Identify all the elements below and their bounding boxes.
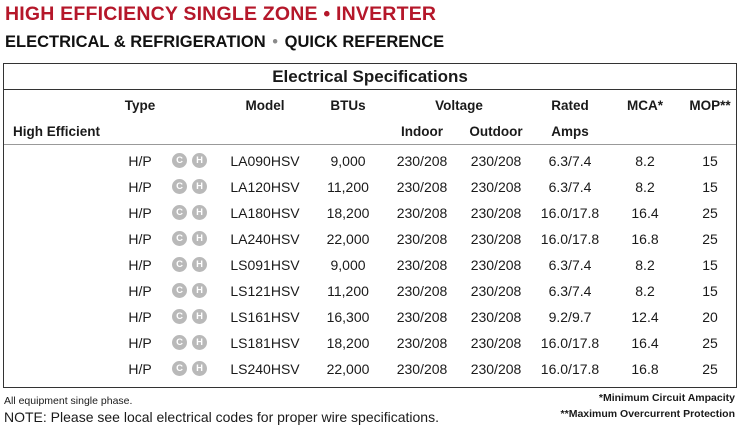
cool-badge-icon: C: [172, 205, 187, 220]
cell-outdoor-voltage: 230/208: [470, 153, 522, 169]
electrical-spec-table: [3, 63, 737, 388]
cell-btus: 11,200: [327, 179, 369, 195]
cell-mop: 15: [702, 257, 718, 273]
footnote-mop-definition: **Maximum Overcurrent Protection: [560, 408, 735, 420]
cell-model: LA090HSV: [230, 153, 300, 169]
cell-type: H/P: [128, 153, 152, 169]
cell-indoor-voltage: 230/208: [396, 179, 448, 195]
heat-badge-icon: H: [192, 153, 207, 168]
header-indoor: Indoor: [401, 124, 443, 139]
header-model: Model: [245, 98, 285, 113]
cell-outdoor-voltage: 230/208: [470, 205, 522, 221]
table-row: [4, 304, 736, 330]
footnote-wire-note: NOTE: Please see local electrical codes for proper wire specifications.: [4, 409, 439, 425]
heat-badge-icon: H: [192, 257, 207, 272]
cell-outdoor-voltage: 230/208: [470, 179, 522, 195]
cell-rated-amps: 16.0/17.8: [540, 231, 600, 247]
cell-outdoor-voltage: 230/208: [470, 257, 522, 273]
cell-model: LS161HSV: [230, 309, 300, 325]
table-row: [4, 278, 736, 304]
page-subtitle: [5, 33, 444, 52]
cell-rated-amps: 16.0/17.8: [540, 361, 600, 377]
cool-badge-icon: C: [172, 309, 187, 324]
cell-model: LA180HSV: [230, 205, 300, 221]
cell-type: H/P: [128, 231, 152, 247]
cell-mca: 8.2: [635, 153, 655, 169]
cell-mca: 16.4: [631, 205, 659, 221]
cool-badge-icon: C: [172, 257, 187, 272]
cell-btus: 18,200: [326, 335, 370, 351]
cell-indoor-voltage: 230/208: [396, 231, 448, 247]
cell-mca: 8.2: [635, 257, 655, 273]
cell-btus: 9,000: [330, 153, 366, 169]
heat-badge-icon: H: [192, 231, 207, 246]
cool-badge-icon: C: [172, 179, 187, 194]
cell-btus: 22,000: [326, 361, 370, 377]
heat-badge-icon: H: [192, 309, 207, 324]
heat-badge-icon: H: [192, 283, 207, 298]
cell-model: LA240HSV: [230, 231, 300, 247]
cell-mop: 15: [702, 179, 718, 195]
cell-mca: 8.2: [635, 283, 655, 299]
cell-mop: 25: [702, 205, 718, 221]
table-row: [4, 252, 736, 278]
cell-rated-amps: 6.3/7.4: [548, 153, 592, 169]
cell-indoor-voltage: 230/208: [396, 257, 448, 273]
cell-mca: 16.8: [631, 231, 659, 247]
cool-badge-icon: C: [172, 153, 187, 168]
heat-badge-icon: H: [192, 361, 207, 376]
footnote-single-phase: All equipment single phase.: [4, 395, 133, 407]
header-outdoor: Outdoor: [469, 124, 523, 139]
cell-btus: 18,200: [326, 205, 370, 221]
cell-mop: 25: [702, 335, 718, 351]
cell-rated-amps: 6.3/7.4: [548, 283, 592, 299]
table-row: [4, 226, 736, 252]
cell-model: LA120HSV: [230, 179, 300, 195]
subtitle-separator: •: [272, 33, 279, 51]
header-voltage: Voltage: [435, 98, 483, 113]
cell-mop: 15: [702, 283, 718, 299]
page-title: HIGH EFFICIENCY SINGLE ZONE • INVERTER: [5, 3, 437, 25]
cool-badge-icon: C: [172, 361, 187, 376]
table-row: [4, 356, 736, 382]
cell-mop: 15: [702, 153, 718, 169]
table-row: [4, 330, 736, 356]
cool-badge-icon: C: [172, 335, 187, 350]
cell-mop: 20: [702, 309, 718, 325]
header-mca: MCA*: [627, 98, 663, 113]
cell-btus: 9,000: [330, 257, 366, 273]
cell-mca: 8.2: [635, 179, 655, 195]
cell-outdoor-voltage: 230/208: [470, 361, 522, 377]
cell-model: LS240HSV: [230, 361, 300, 377]
table-row: [4, 200, 736, 226]
heat-badge-icon: H: [192, 179, 207, 194]
cell-model: LS121HSV: [230, 283, 300, 299]
subtitle-main: ELECTRICAL & REFRIGERATION: [5, 33, 266, 51]
cell-model: LS091HSV: [230, 257, 300, 273]
heat-badge-icon: H: [192, 205, 207, 220]
header-group-high-efficient: High Efficient: [13, 124, 100, 139]
cool-badge-icon: C: [172, 283, 187, 298]
cell-indoor-voltage: 230/208: [396, 205, 448, 221]
cool-badge-icon: C: [172, 231, 187, 246]
cell-mop: 25: [702, 361, 718, 377]
cell-mca: 16.8: [631, 361, 659, 377]
cell-type: H/P: [128, 335, 152, 351]
cell-model: LS181HSV: [230, 335, 300, 351]
cell-rated-amps: 16.0/17.8: [540, 335, 600, 351]
cell-indoor-voltage: 230/208: [396, 283, 448, 299]
table-row: [4, 148, 736, 174]
table-title: Electrical Specifications: [4, 64, 736, 90]
header-rated: Rated: [551, 98, 589, 113]
subtitle-tail: QUICK REFERENCE: [284, 33, 445, 51]
cell-rated-amps: 6.3/7.4: [548, 257, 592, 273]
cell-indoor-voltage: 230/208: [396, 361, 448, 377]
header-amps: Amps: [551, 124, 589, 139]
cell-rated-amps: 6.3/7.4: [548, 179, 592, 195]
header-type: Type: [124, 98, 156, 113]
cell-rated-amps: 9.2/9.7: [548, 309, 592, 325]
header-mop: MOP**: [689, 98, 731, 113]
header-divider: [4, 144, 736, 145]
cell-btus: 11,200: [327, 283, 369, 299]
cell-outdoor-voltage: 230/208: [470, 231, 522, 247]
cell-type: H/P: [128, 309, 152, 325]
cell-mca: 12.4: [631, 309, 659, 325]
cell-mca: 16.4: [631, 335, 659, 351]
cell-btus: 22,000: [326, 231, 370, 247]
cell-outdoor-voltage: 230/208: [470, 309, 522, 325]
cell-mop: 25: [702, 231, 718, 247]
header-btus: BTUs: [330, 98, 366, 113]
cell-outdoor-voltage: 230/208: [470, 335, 522, 351]
cell-indoor-voltage: 230/208: [396, 153, 448, 169]
cell-indoor-voltage: 230/208: [396, 309, 448, 325]
cell-outdoor-voltage: 230/208: [470, 283, 522, 299]
cell-type: H/P: [128, 283, 152, 299]
heat-badge-icon: H: [192, 335, 207, 350]
cell-type: H/P: [128, 361, 152, 377]
cell-type: H/P: [128, 257, 152, 273]
footnote-mca-definition: *Minimum Circuit Ampacity: [598, 392, 735, 404]
table-row: [4, 174, 736, 200]
cell-btus: 16,300: [326, 309, 370, 325]
cell-indoor-voltage: 230/208: [396, 335, 448, 351]
cell-rated-amps: 16.0/17.8: [540, 205, 600, 221]
cell-type: H/P: [128, 179, 152, 195]
cell-type: H/P: [128, 205, 152, 221]
